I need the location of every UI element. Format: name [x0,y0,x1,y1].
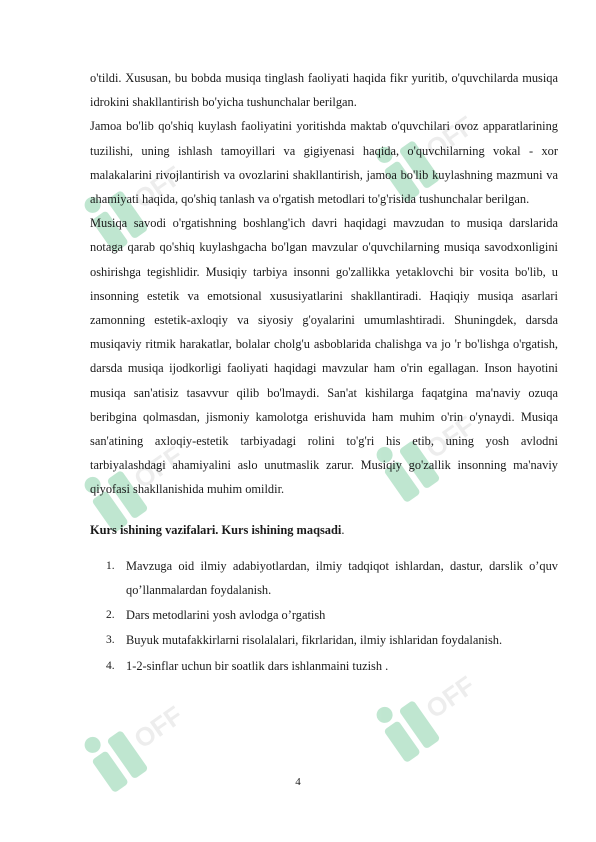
body-text [90,66,558,678]
svg-text:OFF: OFF [128,699,189,755]
list-item-text: 1-2-sinflar uchun bir soatlik dars ishlanmaini tuzish . [126,658,389,673]
section-heading [90,518,558,542]
svg-text:OFF: OFF [128,159,189,215]
list-item-text: Mavzuga oid ilmiy adabiyotlardan, ilmiy tadqiqot ishlardan, dastur, darslik o’quv qo’llanmalardan foydalanish. [126,558,558,598]
list-item-number: 2. [106,609,115,622]
list-item-number: 3. [106,634,115,647]
page-number: 4 [295,776,301,788]
svg-text:OFF: OFF [420,409,481,465]
list-item-number: 4. [106,659,115,672]
svg-text:OFF: OFF [128,439,189,495]
list-item [90,628,558,652]
section-heading-text: Kurs ishining vazifalari. Kurs ishining maqsadi [90,522,342,537]
list-item-number: 1. [106,559,115,572]
list-item-text: Buyuk mutafakkirlarni risolalalari, fikrlaridan, ilmiy ishlaridan foydalanish. [126,633,503,648]
list-item [90,554,558,602]
svg-text:OFF: OFF [420,109,481,165]
list-item [90,654,558,678]
section-heading-tail: . [341,522,345,537]
paragraph: Jamoa bo'lib qo'shiq kuylash faoliyatini yoritishda maktab o'quvchilari ovoz apparatlarining tuzilishi, uning ishlash tamoyillari va gigiyenasi haqida, o'quvchilarning vokal - xor malakalarini rivojlantirish va ovozlarini shakllantirish, jamoa bo'lib kuylashning mazmuni va ahamiyati haqida, qo'shiq tanlash va o'rgatish metodlari to'g'risida tushunchalar berilgan. [90,119,558,207]
list-item [90,603,558,627]
svg-text:OFF: OFF [420,669,481,725]
paragraph: Musiqa savodi o'rgatishning boshlang'ich davri haqidagi mavzudan to musiqa darslarida notaga qarab qo'shiq kuylashgacha bo'lgan mavzular o'quvchilarning musiqa savodxonligini oshirishga tegishlidir. Musiqiy tarbiya insonni go'zallikka yetaklovchi bir vosita bo'lib, u insonning estetik va emotsional xususiyatlarini shakllantiradi. Haqiqiy musiqa asarlari zamonning estetik-axloqiy va siyosiy g'oyalarini umumlashtiradi. Shuningdek, darsda musiqaviy ritmik harakatlar, bolalar cholg'u asboblarida chalishga va jo 'r bo'lishga o'rgatish, darsda musiqa ijodkorligi faoliyati haqidagi mavzular ham o'rin egallagan. Inson hayotini musiqa san'atisiz tasavvur qilib bo'lmaydi. San'at kishilarga faqatgina ma'naviy ozuqa beribgina qolmasdan, jismoniy kamolotga erishuvida ham muhim o'rin o'ynaydi. Musiqa san'atining axloqiy-estetik tarbiyadagi rolini to'g'ri his etib, uning yosh avlodni tarbiyalashdagi ahamiyalini aslo unutmaslik zarur. Musiqiy go'zallik insonning ma'naviy qiyofasi shakllanishida muhim omildir. [90,216,558,497]
task-list [90,554,558,678]
paragraph: o'tildi. Xususan, bu bobda musiqa tinglash faoliyati haqida fikr yuritib, o'quvchilarda musiqa idrokini shakllantirish bo'yicha tushunchalar berilgan. [90,71,558,110]
list-item-text: Dars metodlarini yosh avlodga o’rgatish [126,608,326,623]
